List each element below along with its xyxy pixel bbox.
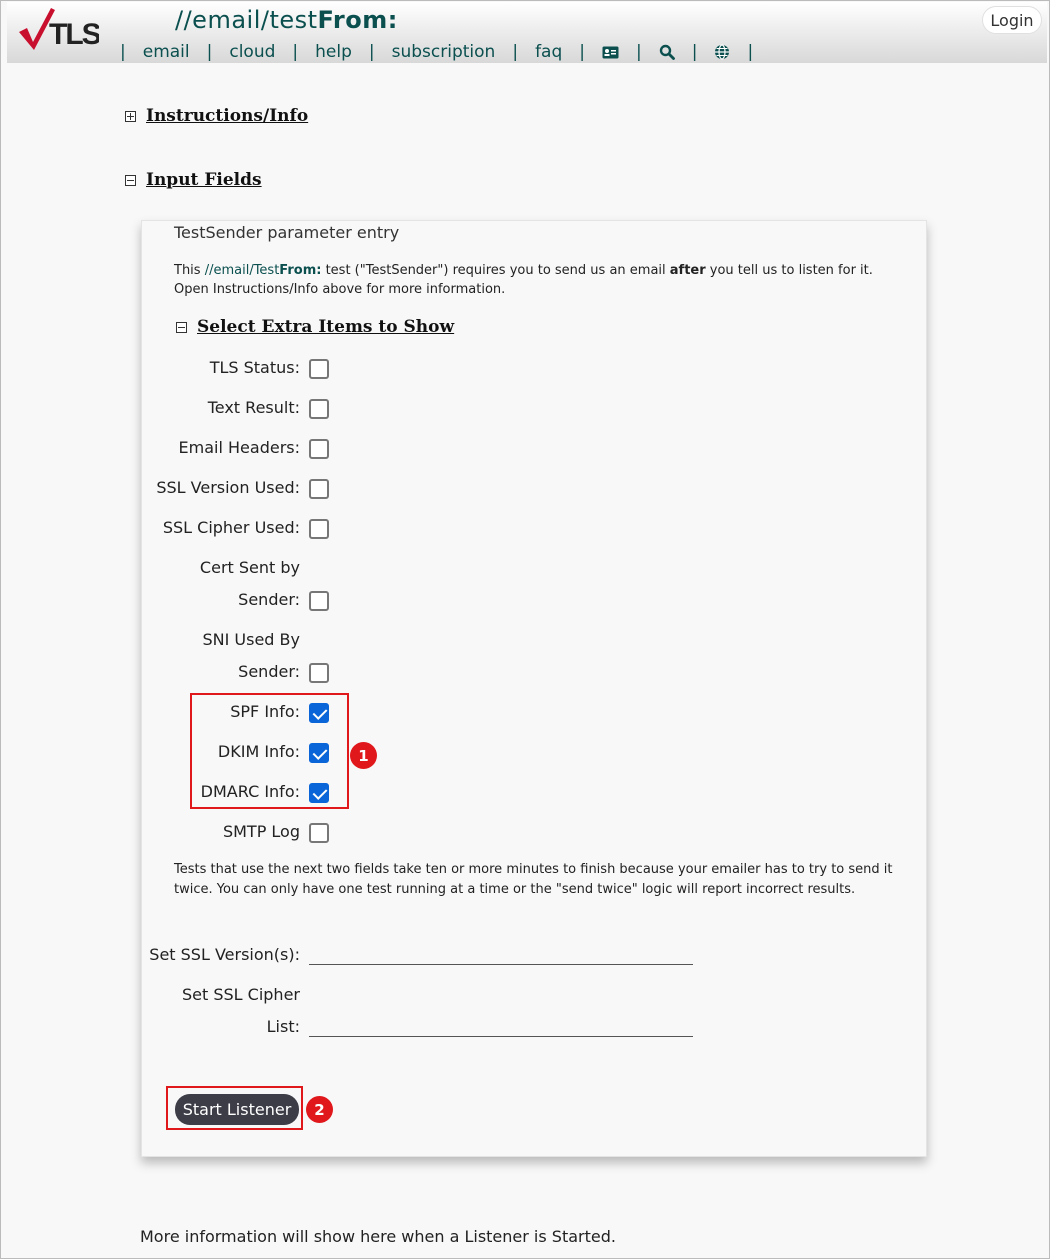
expand-icon xyxy=(125,111,136,122)
text-result-label: Text Result: xyxy=(207,398,300,417)
tls-status-label: TLS Status: xyxy=(209,358,300,377)
sni-used-label-line1: SNI Used By xyxy=(202,630,300,649)
intro-text: This //email/TestFrom: test ("TestSender") requires you to send us an email after you tell us to listen for it. Open Instructions/Info above for more information. xyxy=(174,263,873,297)
cert-sent-checkbox[interactable] xyxy=(309,591,329,611)
set-ssl-cipher-label-line1: Set SSL Cipher xyxy=(181,985,300,1004)
ssl-cipher-used-checkbox[interactable] xyxy=(309,519,329,539)
nav-help[interactable]: help xyxy=(315,42,352,62)
text-result-checkbox[interactable] xyxy=(309,399,329,419)
dkim-info-label: DKIM Info: xyxy=(217,742,300,761)
callout-badge-1: 1 xyxy=(350,742,377,769)
ssl-cipher-used-label: SSL Cipher Used: xyxy=(162,518,300,537)
login-button[interactable]: Login xyxy=(982,6,1042,34)
collapse-icon xyxy=(125,175,136,186)
globe-icon[interactable] xyxy=(714,44,730,60)
main-nav: | email | cloud | help | subscription | faq | | | | xyxy=(120,42,754,62)
parameter-card xyxy=(141,220,927,1157)
cert-sent-label-line2: Sender: xyxy=(238,590,300,609)
sni-used-checkbox[interactable] xyxy=(309,663,329,683)
callout-box-1 xyxy=(190,693,349,809)
card-title: TestSender parameter entry xyxy=(174,223,400,242)
tls-logo[interactable] xyxy=(17,6,99,52)
nav-cloud[interactable]: cloud xyxy=(229,42,276,62)
input-fields-toggle[interactable]: Input Fields xyxy=(125,170,262,190)
ssl-version-used-checkbox[interactable] xyxy=(309,479,329,499)
listener-info-text: More information will show here when a Listener is Started. xyxy=(140,1227,616,1246)
cert-sent-label-line1: Cert Sent by xyxy=(199,558,300,577)
collapse-icon xyxy=(176,322,187,333)
spf-info-label: SPF Info: xyxy=(230,702,300,721)
ssl-version-used-label: SSL Version Used: xyxy=(156,478,300,497)
callout-badge-2: 2 xyxy=(306,1096,333,1123)
site-title: //email/testFrom: xyxy=(175,6,398,34)
svg-text:TLS: TLS xyxy=(49,18,99,51)
smtp-log-checkbox[interactable] xyxy=(309,823,329,843)
email-headers-checkbox[interactable] xyxy=(309,439,329,459)
set-ssl-version-label: Set SSL Version(s): xyxy=(149,945,300,964)
sni-used-label-line2: Sender: xyxy=(238,662,300,681)
set-ssl-cipher-label-line2: List: xyxy=(266,1017,300,1036)
nav-faq[interactable]: faq xyxy=(535,42,563,62)
send-twice-note: Tests that use the next two fields take ten or more minutes to finish because your emailer has to try to send it twice. You can only have one test running at a time or the "send twice" logic will report incorrect results. xyxy=(174,862,893,897)
nav-subscription[interactable]: subscription xyxy=(391,42,496,62)
instructions-toggle[interactable]: Instructions/Info xyxy=(125,106,308,126)
start-listener-button[interactable]: Start Listener xyxy=(175,1094,299,1125)
callout-box-2 xyxy=(166,1086,303,1130)
ssl-cipher-input[interactable] xyxy=(309,1015,693,1037)
dmarc-info-label: DMARC Info: xyxy=(200,782,300,801)
site-header xyxy=(7,2,1047,63)
nav-email[interactable]: email xyxy=(142,42,190,62)
extra-items-toggle[interactable]: Select Extra Items to Show xyxy=(176,317,454,337)
tls-status-checkbox[interactable] xyxy=(309,359,329,379)
smtp-log-label: SMTP Log xyxy=(222,822,300,841)
ssl-version-input[interactable] xyxy=(309,943,693,965)
search-icon[interactable] xyxy=(659,44,675,60)
id-card-icon[interactable] xyxy=(602,46,619,59)
email-headers-label: Email Headers: xyxy=(178,438,300,457)
